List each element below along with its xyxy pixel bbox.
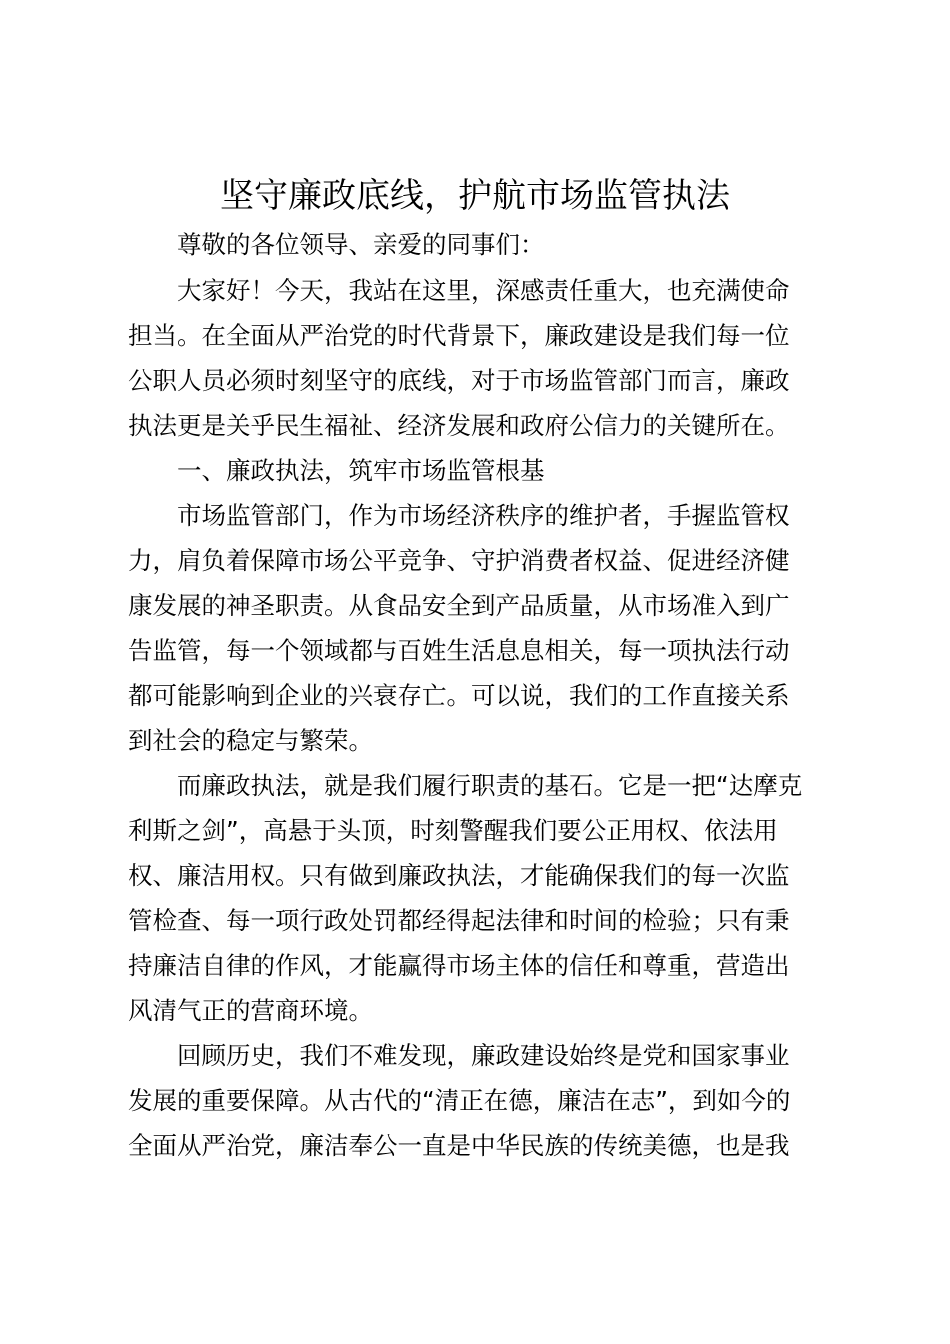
paragraph-line: 大家好！今天，我站在这里，深感责任重大，也充满使命 [177, 276, 790, 305]
salutation: 尊敬的各位领导、亲爱的同事们： [177, 230, 545, 259]
paragraph-line: 权、廉洁用权。只有做到廉政执法，才能确保我们的每一次监 [128, 861, 790, 890]
section-heading: 一、廉政执法，筑牢市场监管根基 [177, 456, 545, 485]
paragraph-line: 发展的重要保障。从古代的“清正在德，廉洁在志”，到如今的 [128, 1086, 791, 1115]
paragraph-line: 康发展的神圣职责。从食品安全到产品质量，从市场准入到广 [128, 591, 790, 620]
paragraph-line: 公职人员必须时刻坚守的底线，对于市场监管部门而言，廉政 [128, 366, 790, 395]
paragraph-line: 风清气正的营商环境。 [128, 996, 373, 1025]
paragraph-line: 而廉政执法，就是我们履行职责的基石。它是一把“达摩克 [177, 771, 803, 800]
paragraph-line: 市场监管部门，作为市场经济秩序的维护者，手握监管权 [177, 501, 790, 530]
paragraph-line: 持廉洁自律的作风，才能赢得市场主体的信任和尊重，营造出 [128, 951, 790, 980]
paragraph-line: 利斯之剑”，高悬于头顶，时刻警醒我们要公正用权、依法用 [128, 816, 778, 845]
paragraph-line: 回顾历史，我们不难发现，廉政建设始终是党和国家事业 [177, 1041, 790, 1070]
paragraph-line: 管检查、每一项行政处罚都经得起法律和时间的检验；只有秉 [128, 906, 790, 935]
paragraph-line: 告监管，每一个领域都与百姓生活息息相关，每一项执法行动 [128, 636, 790, 665]
paragraph-line: 担当。在全面从严治党的时代背景下，廉政建设是我们每一位 [128, 321, 790, 350]
paragraph-line: 全面从严治党，廉洁奉公一直是中华民族的传统美德，也是我 [128, 1131, 790, 1160]
paragraph-line: 执法更是关乎民生福祉、经济发展和政府公信力的关键所在。 [128, 411, 790, 440]
paragraph-line: 力，肩负着保障市场公平竞争、守护消费者权益、促进经济健 [128, 546, 790, 575]
paragraph-line: 到社会的稳定与繁荣。 [128, 726, 373, 755]
document-title: 坚守廉政底线，护航市场监管执法 [220, 176, 730, 216]
paragraph-line: 都可能影响到企业的兴衰存亡。可以说，我们的工作直接关系 [128, 681, 790, 710]
